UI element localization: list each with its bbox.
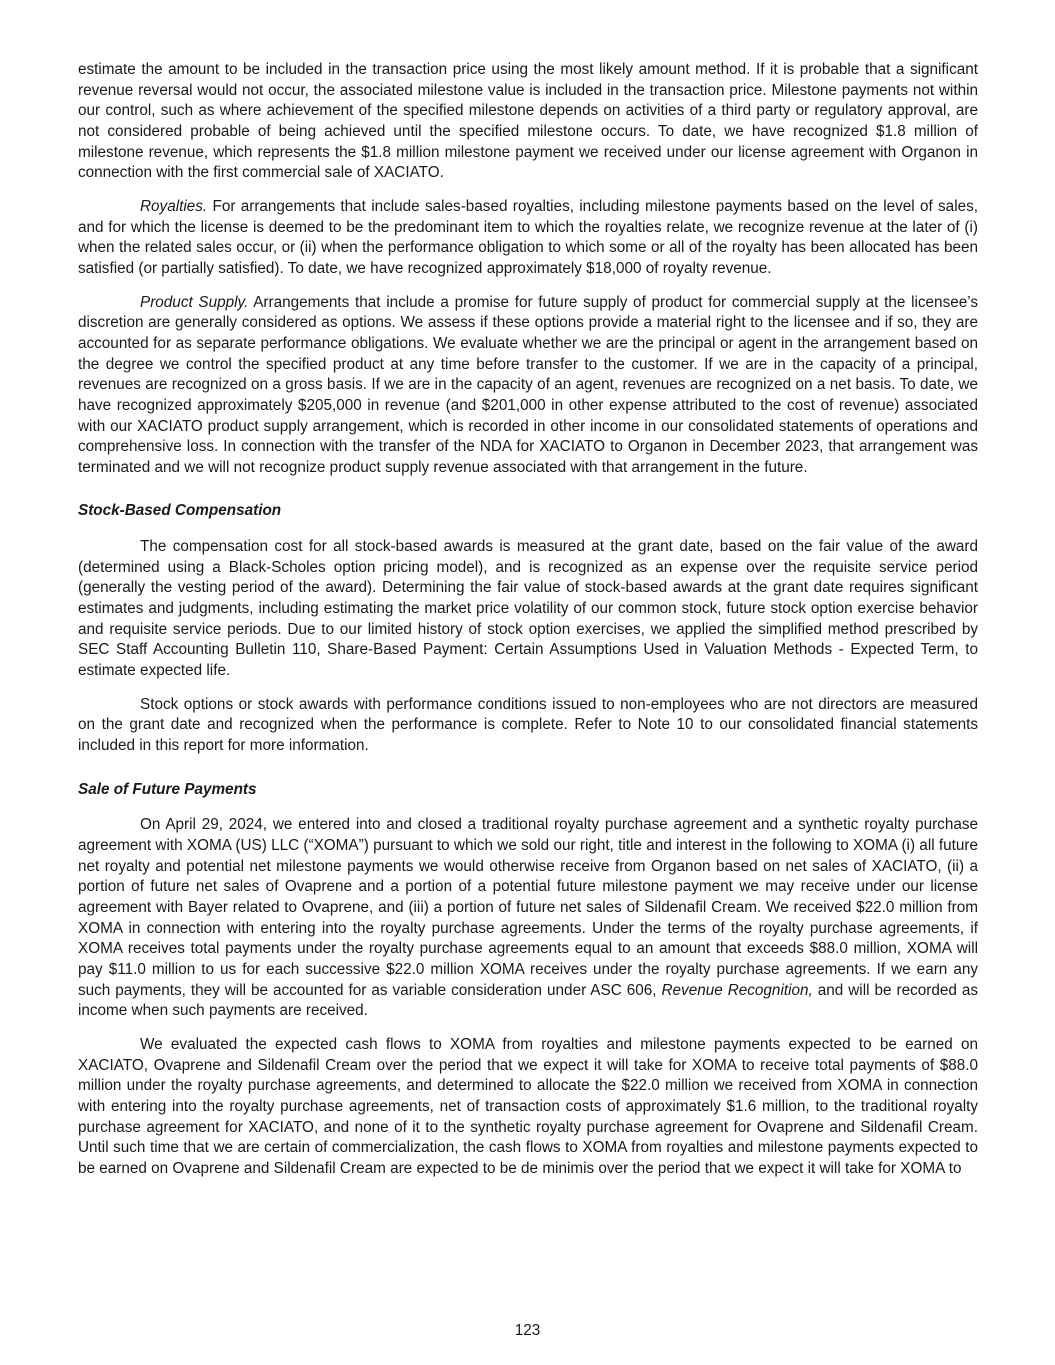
section-heading-sale-of-future-payments: Sale of Future Payments	[78, 780, 257, 798]
royalties-lead: Royalties.	[140, 197, 208, 215]
xoma-agreement-paragraph	[78, 815, 978, 1022]
page-number: 123	[514, 1322, 541, 1339]
section-heading-stock-based-compensation: Stock-Based Compensation	[78, 502, 282, 520]
royalties-body: For arrangements that include sales-based royalties, including milestone payments based on the level of sales, and for which the license is deemed to be the predominant item to which the royalties relate, we recognize revenue at the later of (i) when the related sales occur, or (ii) when the performance obligation to which some or all of the royalty has been allocated has been satisfied (or partially satisfied). To date, we have recognized approximately $18,000 of royalty revenue.	[78, 197, 978, 277]
compensation-paragraph: The compensation cost for all stock-based awards is measured at the grant date, based on the fair value of the award (determined using a Black-Scholes option pricing model), and is recognized as an expense over the requisite service period (generally the vesting period of the award). Determining the fair value of stock-based awards at the grant date requires significant estimates and judgments, including estimating the market price volatility of our common stock, future stock option exercise behavior and requisite service periods. Due to our limited history of stock option exercises, we applied the simplified method prescribed by SEC Staff Accounting Bulletin 110, Share-Based Payment: Certain Assumptions Used in Valuation Methods - Expected Term, to estimate expected life.	[78, 538, 978, 680]
product-supply-lead: Product Supply.	[140, 293, 249, 311]
product-supply-paragraph	[78, 293, 978, 479]
xoma-body-b: and will be recorded as income when such payments are received.	[78, 981, 978, 1020]
document-page	[78, 60, 978, 1193]
product-supply-body: Arrangements that include a promise for future supply of product for commercial supply at the licensee’s discretion are generally considered as options. We assess if these options provide a material right to the licensee and if so, they are accounted for as separate performance obligations. We evaluate whether we are the principal or agent in the arrangement based on the degree we control the specified product at any time before transfer to the customer. If we are in the capacity of a principal, revenues are recognized on a gross basis. If we are in the capacity of an agent, revenues are recognized on a net basis. To date, we have recognized approximately $205,000 in revenue (and $201,000 in other expense attributed to the cost of revenue) associated with our XACIATO product supply arrangement, which is recorded in other income in our consolidated statements of operations and comprehensive loss. In connection with the transfer of the NDA for XACIATO to Organon in December 2023, that arrangement was terminated and we will not recognize product supply revenue associated with that arrangement in the future.	[78, 293, 979, 476]
revenue-recognition-italic: Revenue Recognition,	[661, 981, 813, 999]
cash-flows-paragraph: We evaluated the expected cash flows to XOMA from royalties and milestone payments expected to be earned on XACIATO, Ovaprene and Sildenafil Cream over the period that we expect it will take for XOMA to receive total payments of $88.0 million under the royalty purchase agreements, and determined to allocate the $22.0 million we received from XOMA in connection with entering into the royalty purchase agreements, net of transaction costs of approximately $1.6 million, to the traditional royalty purchase agreement for XACIATO, and none of it to the synthetic royalty purchase agreement for Ovaprene and Sildenafil Cream. Until such time that we are certain of commercialization, the cash flows to XOMA from royalties and milestone payments expected to be earned on Ovaprene and Sildenafil Cream are expected to be de minimis over the period that we expect it will take for XOMA to	[78, 1035, 978, 1177]
xoma-body-a: On April 29, 2024, we entered into and closed a traditional royalty purchase agreement and a synthetic royalty purchase agreement with XOMA (US) LLC (“XOMA”) pursuant to which we sold our right, title and interest in the following to XOMA (i) all future net royalty and potential net milestone payments we would otherwise receive from Organon based on net sales of XACIATO, (ii) a portion of future net sales of Ovaprene and a portion of a potential future milestone payment we may receive under our license agreement with Bayer related to Ovaprene, and (iii) a portion of future net sales of Sildenafil Cream. We received $22.0 million from XOMA in connection with entering into the royalty purchase agreements. Under the terms of the royalty purchase agreements, if XOMA receives total payments under the royalty purchase agreements equal to an amount that exceeds $88.0 million, XOMA will pay $11.0 million to us for each successive $22.0 million XOMA receives under the royalty purchase agreements. If we earn any such payments, they will be accounted for as variable consideration under ASC 606,	[78, 816, 978, 999]
milestone-paragraph: estimate the amount to be included in the transaction price using the most likely amount method. If it is probable that a significant revenue reversal would not occur, the associated milestone value is included in the transaction price. Milestone payments not within our control, such as where achievement of the specified milestone depends on activities of a third party or regulatory approval, are not considered probable of being achieved until the specified milestone occurs. To date, we have recognized $1.8 million of milestone revenue, which represents the $1.8 million milestone payment we received under our license agreement with Organon in connection with the first commercial sale of XACIATO.	[78, 61, 978, 182]
royalties-paragraph	[78, 197, 978, 280]
stock-options-paragraph: Stock options or stock awards with performance conditions issued to non-employees who are not directors are measured on the grant date and recognized when the performance is complete. Refer to Note 10 to our consolidated financial statements included in this report for more information.	[78, 695, 978, 755]
